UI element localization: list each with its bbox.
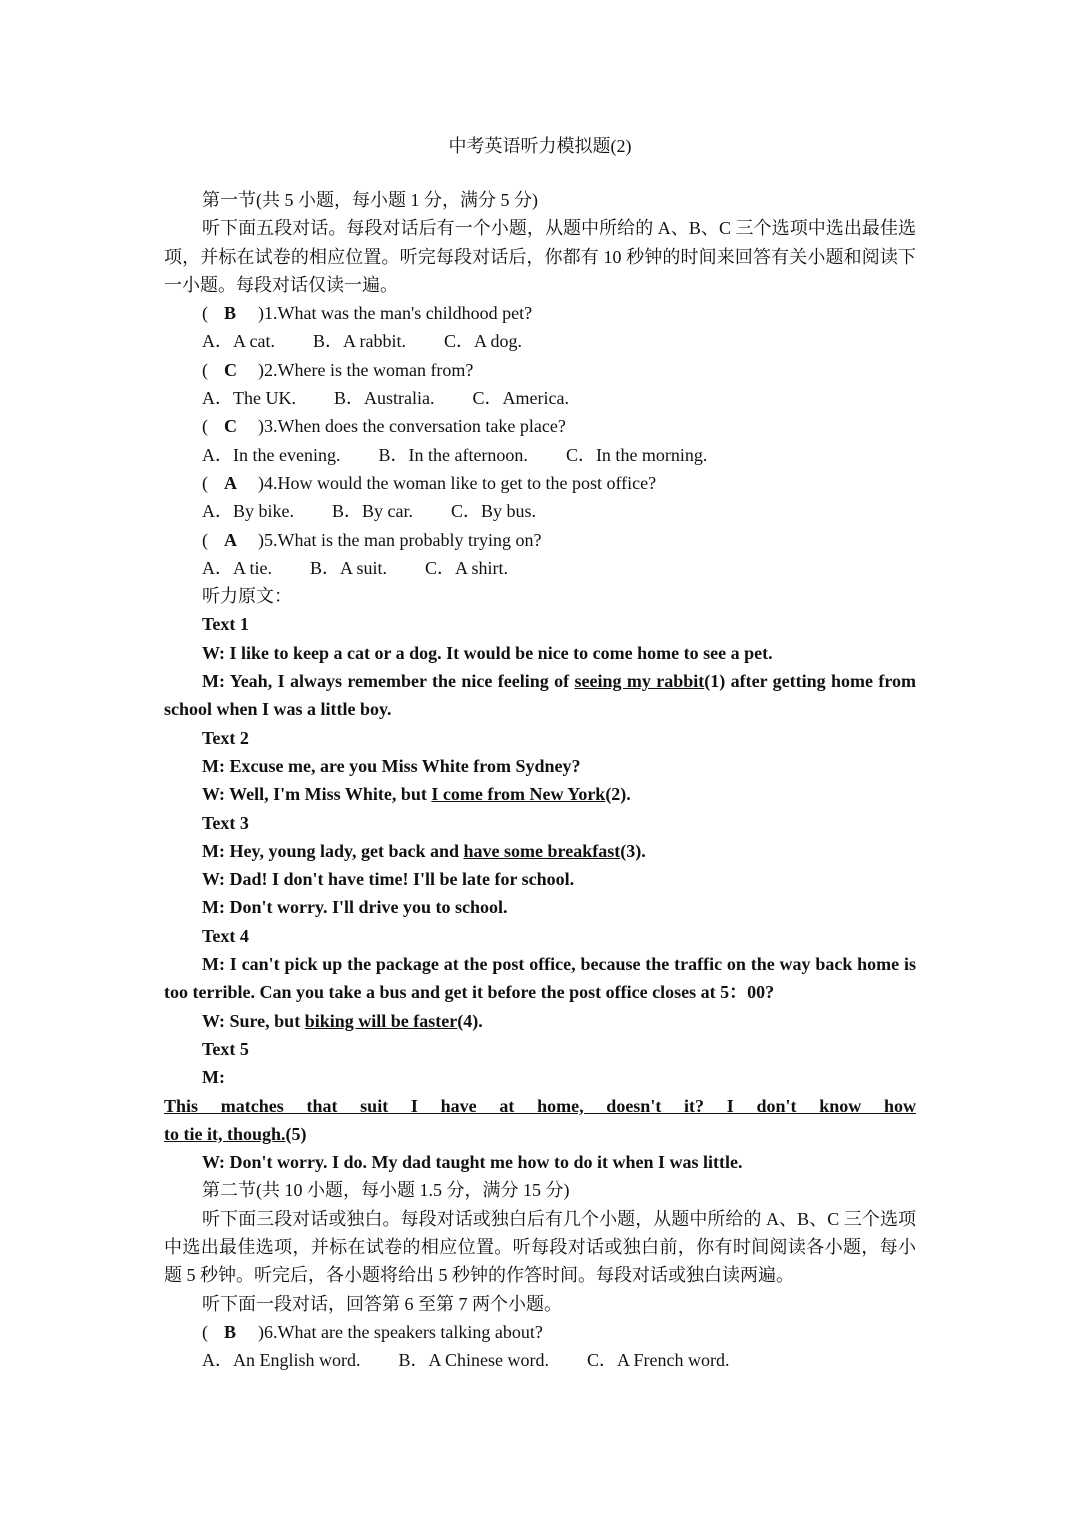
option-b: B．A Chinese word. xyxy=(398,1350,549,1371)
question-text: )4.How would the woman like to get to the post office? xyxy=(258,472,657,493)
blank-3: have some breakfast xyxy=(463,840,621,861)
options-1 xyxy=(164,327,916,355)
text-4-line-w: W: Sure, but biking will be faster(4). xyxy=(202,1010,483,1031)
option-a: A．By bike. xyxy=(202,501,294,522)
text-3-line-m2: M: Don't worry. I'll drive you to school. xyxy=(202,897,508,918)
section2-instructions: 听下面三段对话或独白。每段对话或独白后有几个小题，从题中所给的 A、B、C 三个选项中选出最佳选项，并标在试卷的相应位置。听每段对话或独白前，你有时间阅读各小题，每小题 5 秒钟。听完后，各小题将给出 5 秒钟的作答时间。每段对话或独白读两遍。 xyxy=(164,1208,916,1286)
answer-bracket: ( C xyxy=(202,359,237,380)
section2-heading: 第二节(共 10 小题，每小题 1.5 分，满分 15 分) xyxy=(202,1180,570,1201)
blank-5-line-2: to tie it, though.(5) xyxy=(164,1123,307,1144)
text-5-speaker-m: M: xyxy=(202,1067,225,1088)
text-2-line-w: W: Well, I'm Miss White, but I come from New York(2). xyxy=(202,784,631,805)
section2-sub-instruction: 听下面一段对话，回答第 6 至第 7 两个小题。 xyxy=(202,1293,562,1314)
text-3-line-w: W: Dad! I don't have time! I'll be late for school. xyxy=(202,869,575,890)
option-b: B．By car. xyxy=(332,501,413,522)
answer-bracket: ( B xyxy=(202,1321,237,1342)
option-a: A．A tie. xyxy=(202,557,272,578)
answer-letter: B xyxy=(224,1321,237,1342)
text-3-label: Text 3 xyxy=(202,812,249,833)
option-c: C．A French word. xyxy=(587,1350,730,1371)
question-3 xyxy=(164,412,916,440)
option-a: A．The UK. xyxy=(202,388,296,409)
section1-heading: 第一节(共 5 小题，每小题 1 分，满分 5 分) xyxy=(202,190,538,210)
answer-bracket: ( B xyxy=(202,303,237,324)
page-title: 中考英语听力模拟题(2) xyxy=(448,136,632,156)
question-1 xyxy=(164,299,916,327)
question-text: )1.What was the man's childhood pet? xyxy=(258,303,533,324)
answer-bracket: ( A xyxy=(202,472,237,493)
answer-letter: C xyxy=(224,416,237,437)
answer-letter: A xyxy=(224,472,237,493)
answer-letter: A xyxy=(224,529,237,550)
question-6 xyxy=(164,1318,916,1346)
answer-bracket: ( A xyxy=(202,529,237,550)
options-2 xyxy=(164,384,916,412)
option-a: A．An English word. xyxy=(202,1350,361,1371)
text-4-line-m: M: I can't pick up the package at the post office, because the traffic on the way back home is too terrible. Can you take a bus and get it before the post office closes at 5：00? xyxy=(164,954,916,1003)
options-5 xyxy=(164,554,916,582)
section1-instructions: 听下面五段对话。每段对话后有一个小题，从题中所给的 A、B、C 三个选项中选出最佳选项，并标在试卷的相应位置。听完每段对话后，你都有 10 秒钟的时间来回答有关小题和阅读下一小题。每段对话仅读一遍。 xyxy=(164,218,916,295)
option-c: C．By bus. xyxy=(451,501,537,522)
text-1-line-w: W: I like to keep a cat or a dog. It would be nice to come home to see a pet. xyxy=(202,642,773,663)
answer-letter: B xyxy=(224,303,237,324)
answer-bracket: ( C xyxy=(202,416,237,437)
option-c: C．In the morning. xyxy=(565,444,708,465)
text-5-line-w: W: Don't worry. I do. My dad taught me how to do it when I was little. xyxy=(202,1152,743,1173)
text-1-line-m: M: Yeah, I always remember the nice feeling of seeing my rabbit(1) after getting home from school when I was a little boy. xyxy=(164,671,917,720)
text-2-label: Text 2 xyxy=(202,727,249,748)
options-3 xyxy=(164,441,916,469)
option-b: B．A suit. xyxy=(310,557,388,578)
options-6 xyxy=(164,1346,916,1374)
text-1-label: Text 1 xyxy=(202,614,249,635)
text-4-label: Text 4 xyxy=(202,925,249,946)
option-c: C．A shirt. xyxy=(425,557,509,578)
question-4 xyxy=(164,469,916,497)
transcript-heading: 听力原文： xyxy=(202,586,292,607)
blank-5-line-1: This matches that suit I have at home, doesn't it? I don't know how xyxy=(164,1095,916,1116)
answer-letter: C xyxy=(224,359,237,380)
option-c: C．A dog. xyxy=(443,331,522,352)
question-5 xyxy=(164,526,916,554)
text-5-label: Text 5 xyxy=(202,1038,249,1059)
options-4 xyxy=(164,497,916,525)
blank-2: I come from New York xyxy=(431,784,606,805)
option-a: A．In the evening. xyxy=(202,444,341,465)
option-b: B．Australia. xyxy=(333,388,435,409)
text-3-line-m1: M: Hey, young lady, get back and have some breakfast(3). xyxy=(202,840,646,861)
question-text: )3.When does the conversation take place? xyxy=(258,416,566,437)
question-2 xyxy=(164,356,916,384)
option-c: C．America. xyxy=(472,388,569,409)
question-text: )6.What are the speakers talking about? xyxy=(258,1321,543,1342)
question-text: )5.What is the man probably trying on? xyxy=(258,529,542,550)
blank-4: biking will be faster xyxy=(304,1010,458,1031)
document-body xyxy=(164,186,916,1374)
option-b: B．A rabbit. xyxy=(312,331,406,352)
option-b: B．In the afternoon. xyxy=(378,444,528,465)
text-2-line-m: M: Excuse me, are you Miss White from Sydney? xyxy=(202,755,581,776)
question-text: )2.Where is the woman from? xyxy=(258,359,474,380)
blank-1: seeing my rabbit xyxy=(574,671,705,692)
option-a: A．A cat. xyxy=(202,331,275,352)
